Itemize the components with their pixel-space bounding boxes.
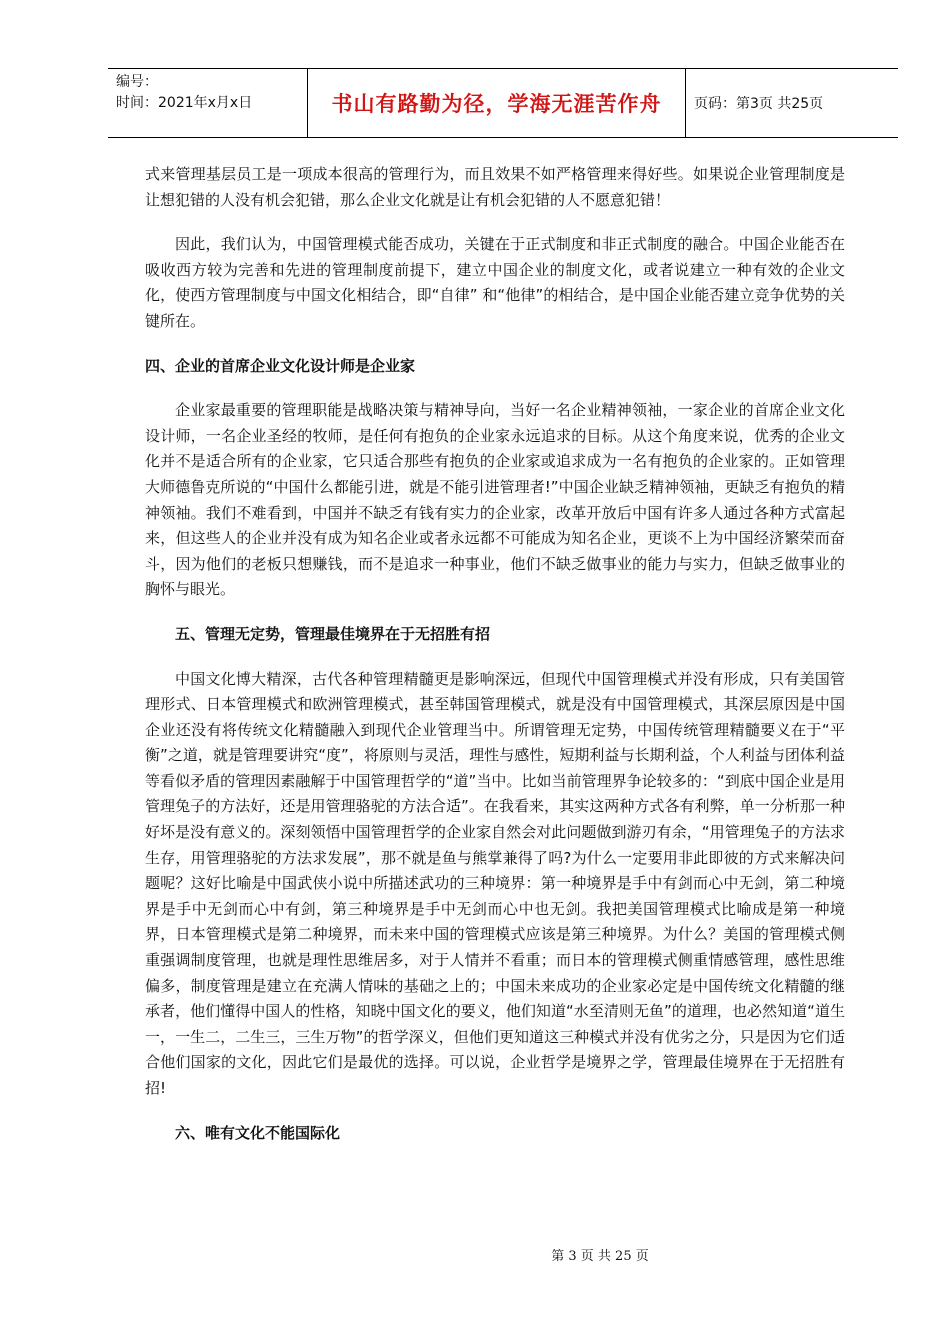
paragraph-continued: 式来管理基层员工是一项成本很高的管理行为，而且效果不如严格管理来得好些。如果说企业管理制度是让想犯错的人没有机会犯错，那么企业文化就是让有机会犯错的人不愿意犯错！ [145,165,845,209]
document-time-label: 时间：2021年x月x日 [116,95,253,111]
section-heading-5: 五、管理无定势，管理最佳境界在于无招胜有招 [175,624,491,643]
page-footer: 第 3 页 共 25 页 [551,1249,649,1264]
document-body [145,162,845,1165]
section-heading-4: 四、企业的首席企业文化设计师是企业家 [145,356,416,375]
paragraph-conclusion: 因此，我们认为，中国管理模式能否成功，关键在于正式制度和非正式制度的融合。中国企业能否在吸收西方较为完善和先进的管理制度前提下，建立中国企业的制度文化，或者说建立一种有效的企业文化，使西方管理制度与中国文化相结合，即“自律” 和“他律”的相结合，是中国企业能否建立竞争优势的关键所在。 [145,235,845,330]
header-motto: 书山有路勤为径，学海无涯苦作舟 [331,91,662,116]
paragraph-section-4: 企业家最重要的管理职能是战略决策与精神导向，当好一名企业精神领袖，一家企业的首席企业文化设计师，一名企业圣经的牧师，是任何有抱负的企业家永远追求的目标。从这个角度来说，优秀的企业文化并不是适合所有的企业家，它只适合那些有抱负的企业家或追求成为一名有抱负的企业家的。正如管理大师德鲁克所说的“中国什么都能引进，就是不能引进管理者!”中国企业缺乏精神领袖，更缺乏有抱负的精神领袖。我们不难看到，中国并不缺乏有钱有实力的企业家，改革开放后中国有许多人通过各种方式富起来，但这些人的企业并没有成为知名企业或者永远都不可能成为知名企业，更谈不上为中国经济繁荣而奋斗，因为他们的老板只想赚钱，而不是追求一种事业，他们不缺乏做事业的能力与实力，但缺乏做事业的胸怀与眼光。 [145,401,845,599]
header-meta [108,69,308,137]
header-page-cell [686,69,898,137]
header-page-number: 页码：第3页 共25页 [694,96,824,112]
paragraph-section-5: 中国文化博大精深，古代各种管理精髓更是影响深远，但现代中国管理模式并没有形成，只有美国管理形式、日本管理模式和欧洲管理模式，甚至韩国管理模式，就是没有中国管理模式，其深层原因是中国企业还没有将传统文化精髓融入到现代企业管理当中。所谓管理无定势，中国传统管理精髓要义在于“平衡”之道，就是管理要讲究“度”，将原则与灵活，理性与感性，短期利益与长期利益，个人利益与团体利益等看似矛盾的管理因素融解于中国管理哲学的“道”当中。比如当前管理界争论较多的：“到底中国企业是用管理兔子的方法好，还是用管理骆驼的方法合适”。在我看来，其实这两种方式各有利弊，单一分析那一种好坏是没有意义的。深刻领悟中国管理哲学的企业家自然会对此问题做到游刃有余，“用管理兔子的方法求生存，用管理骆驼的方法求发展”，那不就是鱼与熊掌兼得了吗?为什么一定要用非此即彼的方式来解决问题呢？这好比喻是中国武侠小说中所描述武功的三种境界：第一种境界是手中有剑而心中无剑，第二种境界是手中无剑而心中有剑，第三种境界是手中无剑而心中也无剑。我把美国管理模式比喻成是第一种境界，日本管理模式是第二种境界，而未来中国的管理模式应该是第三种境界。为什么？美国的管理模式侧重强调制度管理，也就是理性思维居多，对于人情并不看重；而日本的管理模式侧重情感管理，感性思维偏多，制度管理是建立在充满人情味的基础之上的；中国未来成功的企业家必定是中国传统文化精髓的继承者，他们懂得中国人的性格，知晓中国文化的要义，他们知道“水至清则无鱼”的道理，也必然知道“道生一，一生二，二生三，三生万物”的哲学深义，但他们更知道这三种模式并没有优劣之分，只是因为它们适合他们国家的文化，因此它们是最优的选择。可以说，企业哲学是境界之学，管理最佳境界在于无招胜有招! [145,669,845,1097]
section-heading-6: 六、唯有文化不能国际化 [175,1123,341,1142]
page-header [108,68,898,138]
document-number-label: 编号： [116,74,158,90]
header-motto-cell [308,69,686,137]
